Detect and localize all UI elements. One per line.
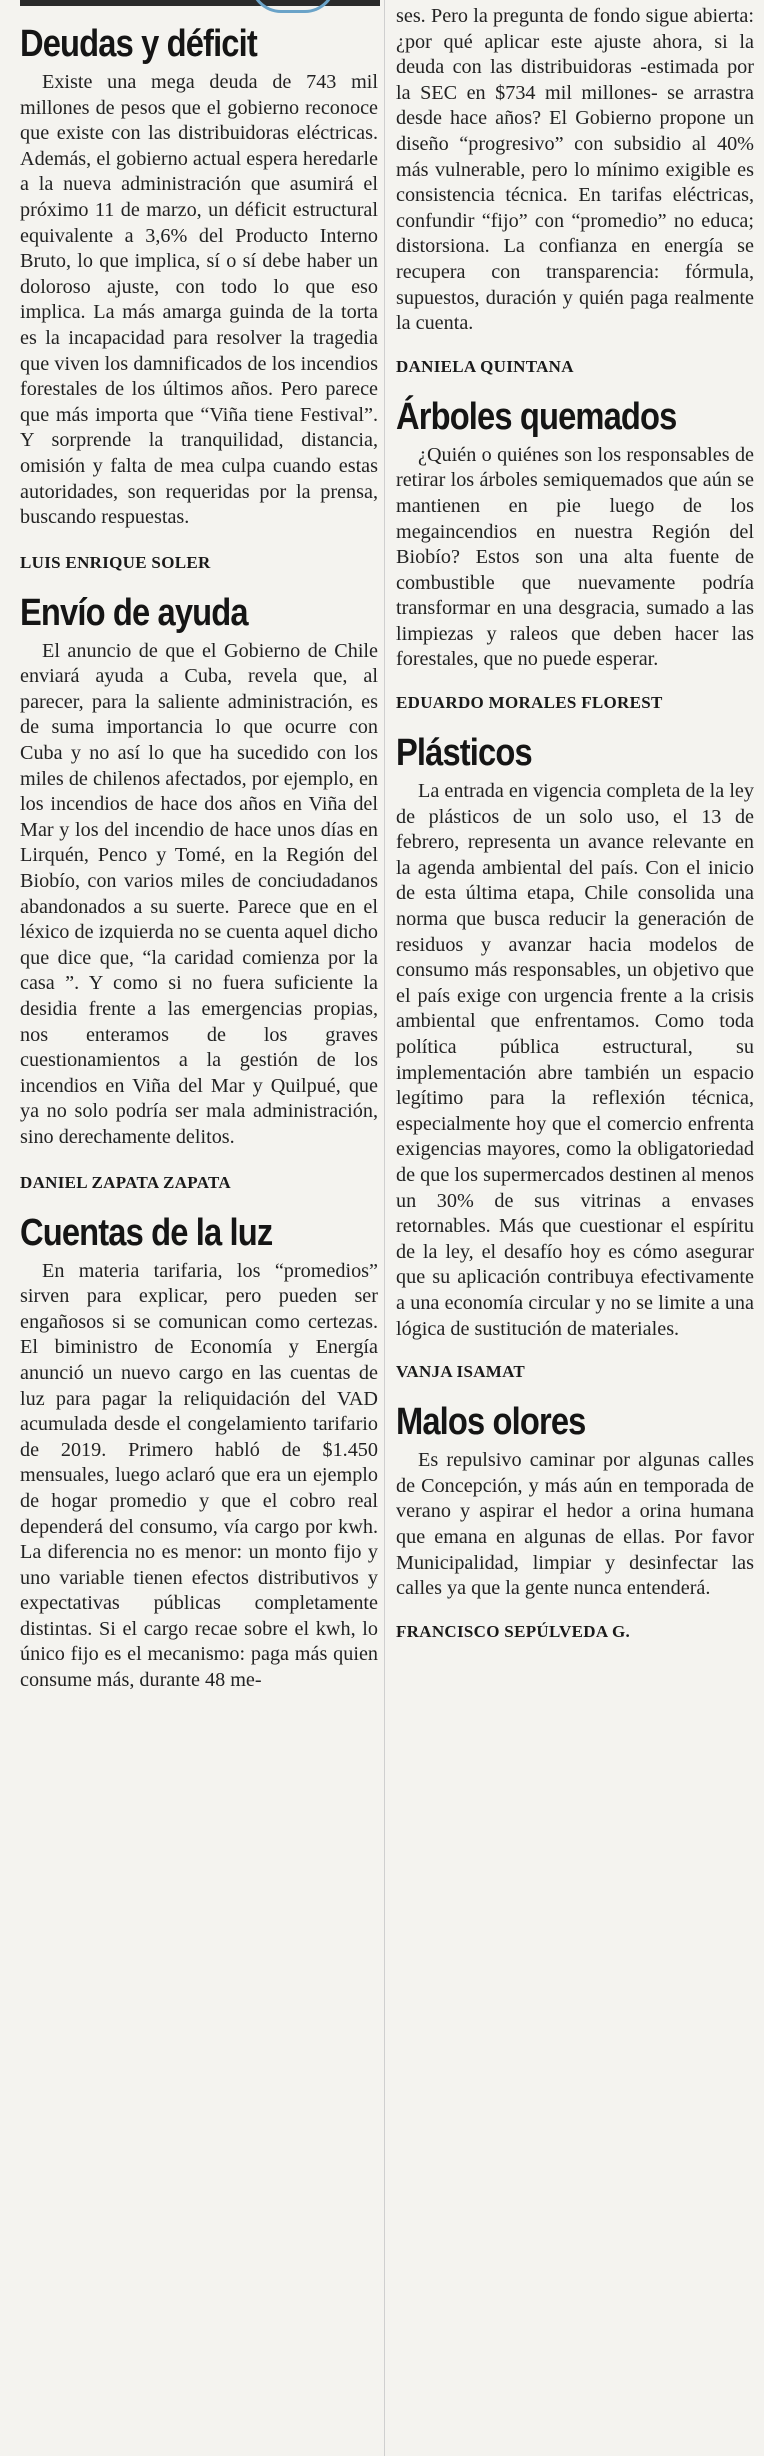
right-column <box>396 4 754 1660</box>
letter-body: La entrada en vigencia completa de la ley de plásticos de un solo uso, el 13 de febrero, representa un avance relevante en la agenda ambiental del país. Con el inicio de esta última etapa, Chile consolida una norma que busca reducir la generación de residuos y avanzar hacia modelos de consumo más responsables, un objetivo que el país exige con urgencia frente a la crisis ambiental que enfrentamos. Como toda política pública estructural, su implementación abre también un espacio legítimo para la reflexión técnica, especialmente hoy que el comercio enfrenta exigencias mayores, como la obligatoriedad de que los supermercados destinen al menos un 30% de sus vitrinas a envases retornables. Más que cuestionar el espíritu de la ley, el desafío hoy es cómo asegurar que su aplicación contribuya efectivamente a una economía circular y no se limite a una lógica de sustitución de materiales. <box>396 780 754 1340</box>
letter-headline: Cuentas de la luz <box>20 1211 273 1254</box>
letter-headline: Plásticos <box>396 732 532 775</box>
letter-envio-ayuda <box>20 591 378 1193</box>
left-column <box>20 22 378 1708</box>
letter-cuentas-luz-cont <box>396 4 754 377</box>
letter-cuentas-luz <box>20 1211 378 1694</box>
letter-author: VANJA ISAMAT <box>396 1362 526 1382</box>
letter-author: EDUARDO MORALES FLOREST <box>396 693 663 713</box>
letter-body-continued: ses. Pero la pregunta de fondo sigue abierta: ¿por qué aplicar este ajuste ahora, si la deuda con las distribuidoras -estimada por la SEC en $734 mil millones- se arrastra desde hace años? El Gobierno propone un diseño “progresivo” con subsidio al 40% más vulnerable, pero lo mínimo exigible es consistencia técnica. En tarifas eléctricas, confundir “fijo” con “promedio” no educa; distorsiona. La confianza en energía se recupera con transparencia: fórmula, supuestos, duración y quién paga realmente la cuenta. <box>396 5 754 335</box>
letter-malos-olores <box>396 1400 754 1642</box>
letter-headline: Árboles quemados <box>396 395 677 438</box>
letter-headline: Envío de ayuda <box>20 591 248 634</box>
section-header-arc <box>250 0 336 13</box>
letter-headline: Malos olores <box>396 1401 586 1444</box>
letter-headline: Deudas y déficit <box>20 23 257 65</box>
letter-body: ¿Quién o quiénes son los responsables de retirar los árboles semiquemados que aún se mantienen en pie luego de los megaincendios en nuestra Región del Biobío? Estos son una alta fuente de combustible que nuevamente podría transformar en una desgracia, sumado a las limpiezas y raleos que deben hacer las forestales, que no puede esperar. <box>396 443 754 671</box>
letter-plasticos <box>396 731 754 1382</box>
letter-body: El anuncio de que el Gobierno de Chile enviará ayuda a Cuba, revela que, al parecer, para la saliente administración, es de suma importancia lo que ocurre con Cuba y no así lo que ha sucedido con los miles de chilenos afectados, por ejemplo, en los incendios de hace dos años en Viña del Mar y los del incendio de hace unos días en Lirquén, Penco y Tomé, en la Región del Biobío, con varios miles de conciudadanos abandonados a su suerte. Parece que en el léxico de izquierda no se cuenta aquel dicho que dice que, “la caridad comienza por la casa ”. Y como si no fuera suficiente la desidia frente a las emergencias propias, nos enteramos de los graves cuestionamientos a la gestión de los incendios en Viña del Mar y Quilpué, que ya no solo podría ser mala administración, sino derechamente delitos. <box>20 639 378 1148</box>
letter-arboles <box>396 395 754 713</box>
letter-author: DANIELA QUINTANA <box>396 356 574 376</box>
letter-body: Existe una mega deuda de 743 mil millones de pesos que el gobierno reconoce que existe con las distribuidoras eléctricas. Además, el gobierno actual espera heredarle a la nueva administración que asumirá el próximo 11 de marzo, un déficit estructural equivalente a 3,6% del Producto Interno Bruto, lo que implica, sí o sí debe haber un doloroso ajuste, con todo lo que eso implica. La más amarga guinda de la torta es la incapacidad para resolver la tragedia que viven los damnificados de los incendios forestales de los últimos años. Pero parece que más importa que “Viña tiene Festival”. Y sorprende la tranquilidad, distancia, omisión y falta de mea culpa cuando estas autoridades, son requeridas por la prensa, buscando respuestas. <box>20 71 378 529</box>
letter-author: DANIEL ZAPATA ZAPATA <box>20 1172 231 1192</box>
letter-body: Es repulsivo caminar por algunas calles de Concepción, y más aún en temporada de verano y aspirar el hedor a orina humana que emana en algunas de ellas. Por favor Municipalidad, limpiar y desinfectar las calles ya que la gente nunca entenderá. <box>396 1449 754 1600</box>
letter-body: En materia tarifaria, los “promedios” sirven para explicar, pero pueden ser engañosos si se comunican como certezas. El biministro de Economía y Energía anunció un nuevo cargo en las cuentas de luz para pagar la reliquidación del VAD acumulada desde el congelamiento tarifario de 2019. Primero habló de $1.450 mensuales, luego aclaró que era un ejemplo de hogar promedio y que el cobro real dependerá del consumo, vía cargo por kwh. La diferencia no es menor: un monto fijo y uno variable tienen efectos distributivos y expectativas públicas completamente distintas. Si el cargo recae sobre el kwh, lo único fijo es el mecanismo: paga más quien consume más, durante 48 me- <box>20 1259 378 1692</box>
letter-author: LUIS ENRIQUE SOLER <box>20 552 211 572</box>
letter-deudas <box>20 22 378 573</box>
letter-author: FRANCISCO SEPÚLVEDA G. <box>396 1621 631 1641</box>
column-divider <box>384 0 385 2456</box>
